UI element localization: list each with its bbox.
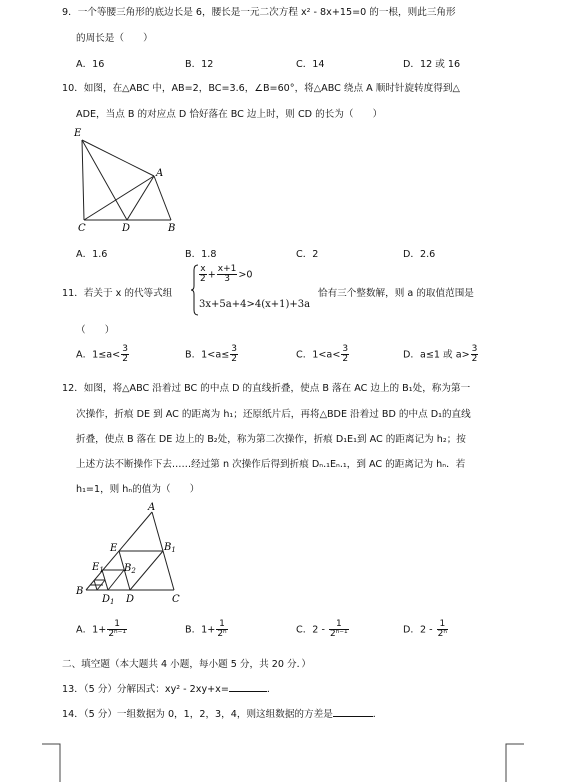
q11-equation-1: $\frac{x}{2}$ + $\frac{x+1}{3}$ >0 [200, 264, 253, 284]
label-A: A [156, 168, 164, 179]
label-B: B [168, 223, 176, 234]
label-C: C [172, 594, 180, 605]
q12-line1: 12．如图，将△ABC 沿着过 BC 的中点 D 的直线折叠，使点 B 落在 AC 边上的 B₁处，称为第一 [62, 383, 471, 394]
q10-option-d: D．2.6 [403, 249, 436, 260]
q10-option-c: C．2 [296, 249, 319, 260]
label-E: E [74, 128, 82, 139]
corner-mark-right [504, 742, 524, 782]
q11-frac-x1-over-3: $\frac{x+1}{3}$ [217, 264, 237, 284]
q9-option-c: C．14 [296, 59, 325, 70]
q12-option-a: A．1+ $\frac{1}{\text{2ⁿ⁻¹}}$ [76, 619, 126, 639]
seg-ED [82, 140, 127, 220]
q11-suffix: 恰有三个整数解，则 a 的取值范围是 [318, 288, 474, 299]
seg-CA [84, 176, 154, 220]
q11-prefix: 11．若关于 x 的代等式组 [62, 288, 173, 299]
seg-EC [82, 140, 84, 220]
q10-option-a: A．1.6 [76, 249, 108, 260]
q10-figure [70, 124, 190, 236]
q12-option-d: D．2 - $\frac{1}{\text{2ⁿ}}$ [403, 619, 447, 639]
q14-answer-blank[interactable] [333, 707, 373, 717]
label-C: C [78, 223, 86, 234]
q9-option-a: A．16 [76, 59, 105, 70]
q10-line2: ADE，当点 B 的对应点 D 恰好落在 BC 边上时，则 CD 的长为（ ） [76, 109, 383, 120]
section2-heading: 二、填空题（本大题共 4 小题，每小题 5 分，共 20 分．） [62, 659, 311, 670]
label-E: E [110, 543, 118, 554]
q9-option-b: B．12 [185, 59, 214, 70]
seg-DA [127, 176, 154, 220]
label-D: D [126, 594, 135, 605]
q11-line2: （ ） [76, 325, 115, 336]
q12-option-c: C．2 - $\frac{1}{\text{2ⁿ⁻¹}}$ [296, 619, 348, 639]
label-D: D [122, 223, 131, 234]
q11-frac-x-over-2: $\frac{x}{2}$ [200, 264, 206, 284]
q10-line1: 10．如图，在△ABC 中，AB=2，BC=3.6，∠B=60°，将△ABC 绕点 A 顺时针旋转度得到△ [62, 83, 460, 94]
q12-line5: h₁=1，则 hₙ的值为（ ） [76, 484, 200, 495]
q13-answer-blank[interactable] [229, 682, 267, 692]
label-B1: $B_1$ [164, 542, 176, 554]
q12-option-b: B．1+ $\frac{1}{\text{2ⁿ}}$ [185, 619, 227, 639]
q10-option-b: B．1.8 [185, 249, 217, 260]
q9-option-d: D．12 或 16 [403, 59, 461, 70]
label-D1: $D_1$ [102, 594, 115, 606]
seg-B2D1 [108, 570, 124, 590]
label-B: B [76, 586, 84, 597]
q12-line2: 次操作，折痕 DE 到 AC 的距离为 h₁；还原纸片后，再将△BDE 沿着过 BD 的中点 D₁的直线 [76, 409, 471, 420]
q11-option-b: B．1<a≤ $\frac{3}{2}$ [185, 344, 237, 364]
q9-line1: 9．一个等腰三角形的底边长是 6，腰长是一元二次方程 x² - 8x+15=0 的一根，则此三角形 [62, 7, 456, 18]
q14-line: 14．（5 分）一组数据为 0，1，2，3，4，则这组数据的方差是 ． [62, 709, 383, 720]
q9-line2: 的周长是（ ） [76, 33, 153, 44]
q11-option-a: A．1≤a< $\frac{3}{2}$ [76, 344, 128, 364]
q13-line: 13．（5 分）分解因式：xy² - 2xy+x= ． [62, 684, 277, 695]
label-B2: $B_2$ [124, 563, 136, 575]
label-E1: $E_1$ [92, 562, 104, 574]
seg-AB [154, 176, 171, 220]
seg-EA [82, 140, 154, 176]
q11-equation-2: 3x+5a+4>4(x+1)+3a [199, 299, 311, 310]
q12-line3: 折叠，使点 B 落在 DE 边上的 B₂处，称为第二次操作，折痕 D₁E₁到 AC 的距离记为 h₂；按 [76, 434, 466, 445]
q11-option-c: C．1<a< $\frac{3}{2}$ [296, 344, 349, 364]
label-A: A [148, 502, 156, 513]
q12-figure [72, 500, 188, 610]
q11-option-d: D．a≤1 或 a> $\frac{3}{2}$ [403, 344, 478, 364]
corner-mark-left [42, 742, 62, 782]
q12-line4: 上述方法不断操作下去……经过第 n 次操作后得到折痕 Dₙ.₁Eₙ.₁，到 AC 的距离记为 hₙ．若 [76, 459, 466, 470]
